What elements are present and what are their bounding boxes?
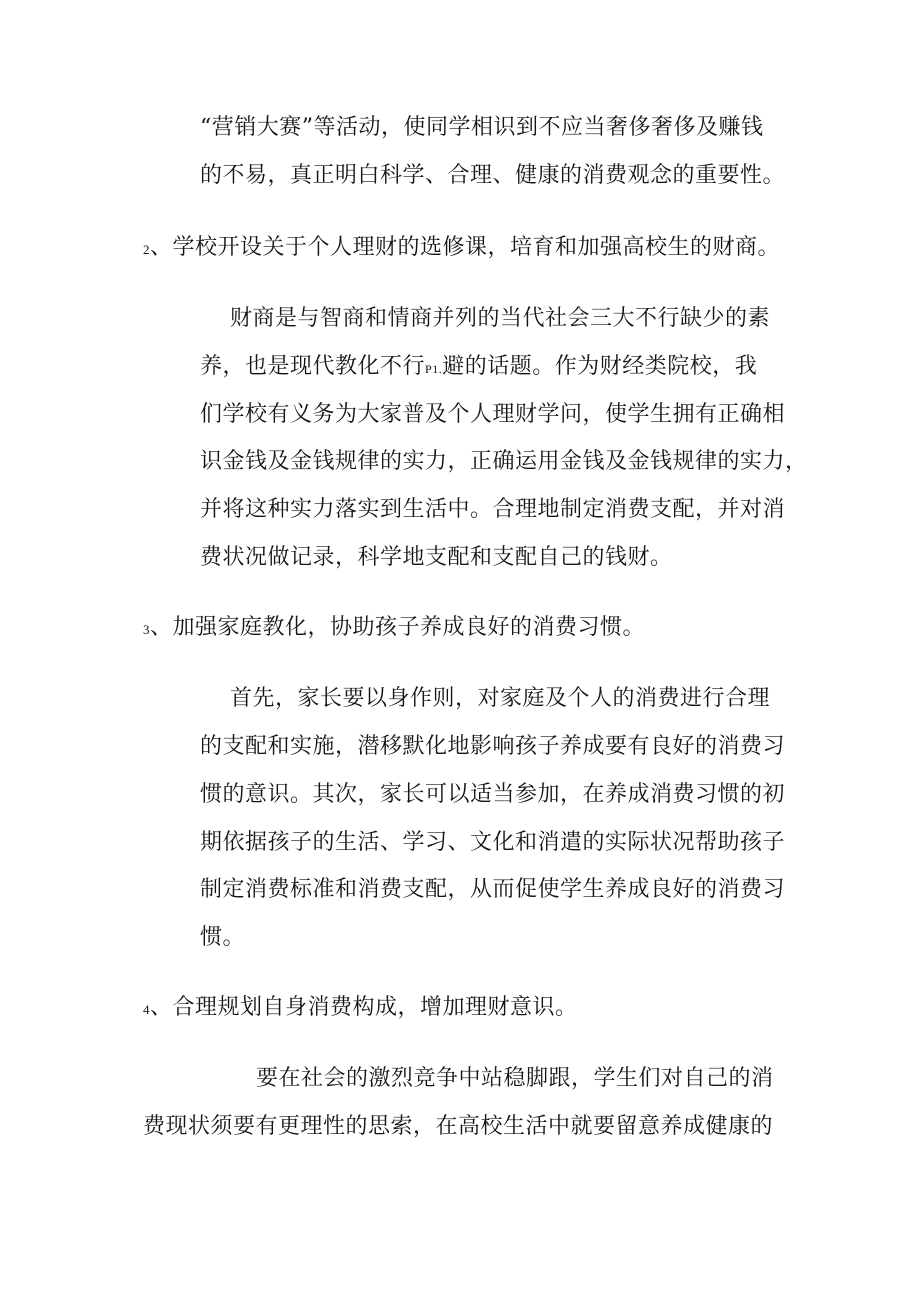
heading-number: 4 bbox=[143, 1002, 150, 1017]
para2-line2 bbox=[200, 351, 757, 385]
heading-number: 3 bbox=[143, 622, 150, 637]
para3-line6: 惯。 bbox=[200, 925, 246, 950]
para2-line2-end: 避的话题。作为财经类院校，我 bbox=[442, 354, 758, 379]
heading-item-3 bbox=[143, 612, 645, 646]
para1-line2: 的不易，真正明白科学、合理、健康的消费观念的重要性。 bbox=[200, 163, 786, 188]
para1-line1: “营销大赛”等活动，使同学相识到不应当奢侈奢侈及赚钱 bbox=[200, 115, 764, 140]
para3-line3: 惯的意识。其次，家长可以适当参加，在养成消费习惯的初 bbox=[200, 782, 786, 807]
para2-line5: 并将这种实力落实到生活中。合理地制定消费支配，并对消 bbox=[200, 497, 786, 522]
heading-item-2 bbox=[143, 232, 780, 266]
page-marker: P1. bbox=[425, 362, 443, 376]
para3-line5: 制定消费标准和消费支配，从而促使学生养成良好的消费习 bbox=[200, 877, 786, 902]
para4-line2: 费现状须要有更理性的思索，在高校生活中就要留意养成健康的 bbox=[143, 1114, 774, 1139]
para2-line4: 识金钱及金钱规律的实力，正确运用金钱及金钱规律的实力， bbox=[200, 449, 808, 474]
heading-text: 、加强家庭教化，协助孩子养成良好的消费习惯。 bbox=[150, 615, 646, 640]
para2-line2-start: 养，也是现代教化不行 bbox=[200, 354, 426, 379]
heading-text: 、学校开设关于个人理财的选修课，培育和加强高校生的财商。 bbox=[150, 235, 781, 260]
para2-line6: 费状况做记录，科学地支配和支配自己的钱财。 bbox=[200, 545, 673, 570]
para3-line4: 期依据孩子的生活、学习、文化和消遣的实际状况帮助孩子 bbox=[200, 830, 786, 855]
para3-line2: 的支配和实施，潜移默化地影响孩子养成要有良好的消费习 bbox=[200, 734, 786, 759]
para2-line3: 们学校有义务为大家普及个人理财学问，使学生拥有正确相 bbox=[200, 402, 786, 427]
para3-line1: 首先，家长要以身作则，对家庭及个人的消费进行合理 bbox=[230, 686, 771, 711]
heading-item-4 bbox=[143, 992, 578, 1026]
heading-text: 、合理规划自身消费构成，增加理财意识。 bbox=[150, 995, 578, 1020]
para2-line1: 财商是与智商和情商并列的当代社会三大不行缺少的素 bbox=[230, 306, 771, 331]
para4-line1: 要在社会的激烈竞争中站稳脚跟，学生们对自己的消 bbox=[256, 1066, 774, 1091]
heading-number: 2 bbox=[143, 242, 150, 257]
